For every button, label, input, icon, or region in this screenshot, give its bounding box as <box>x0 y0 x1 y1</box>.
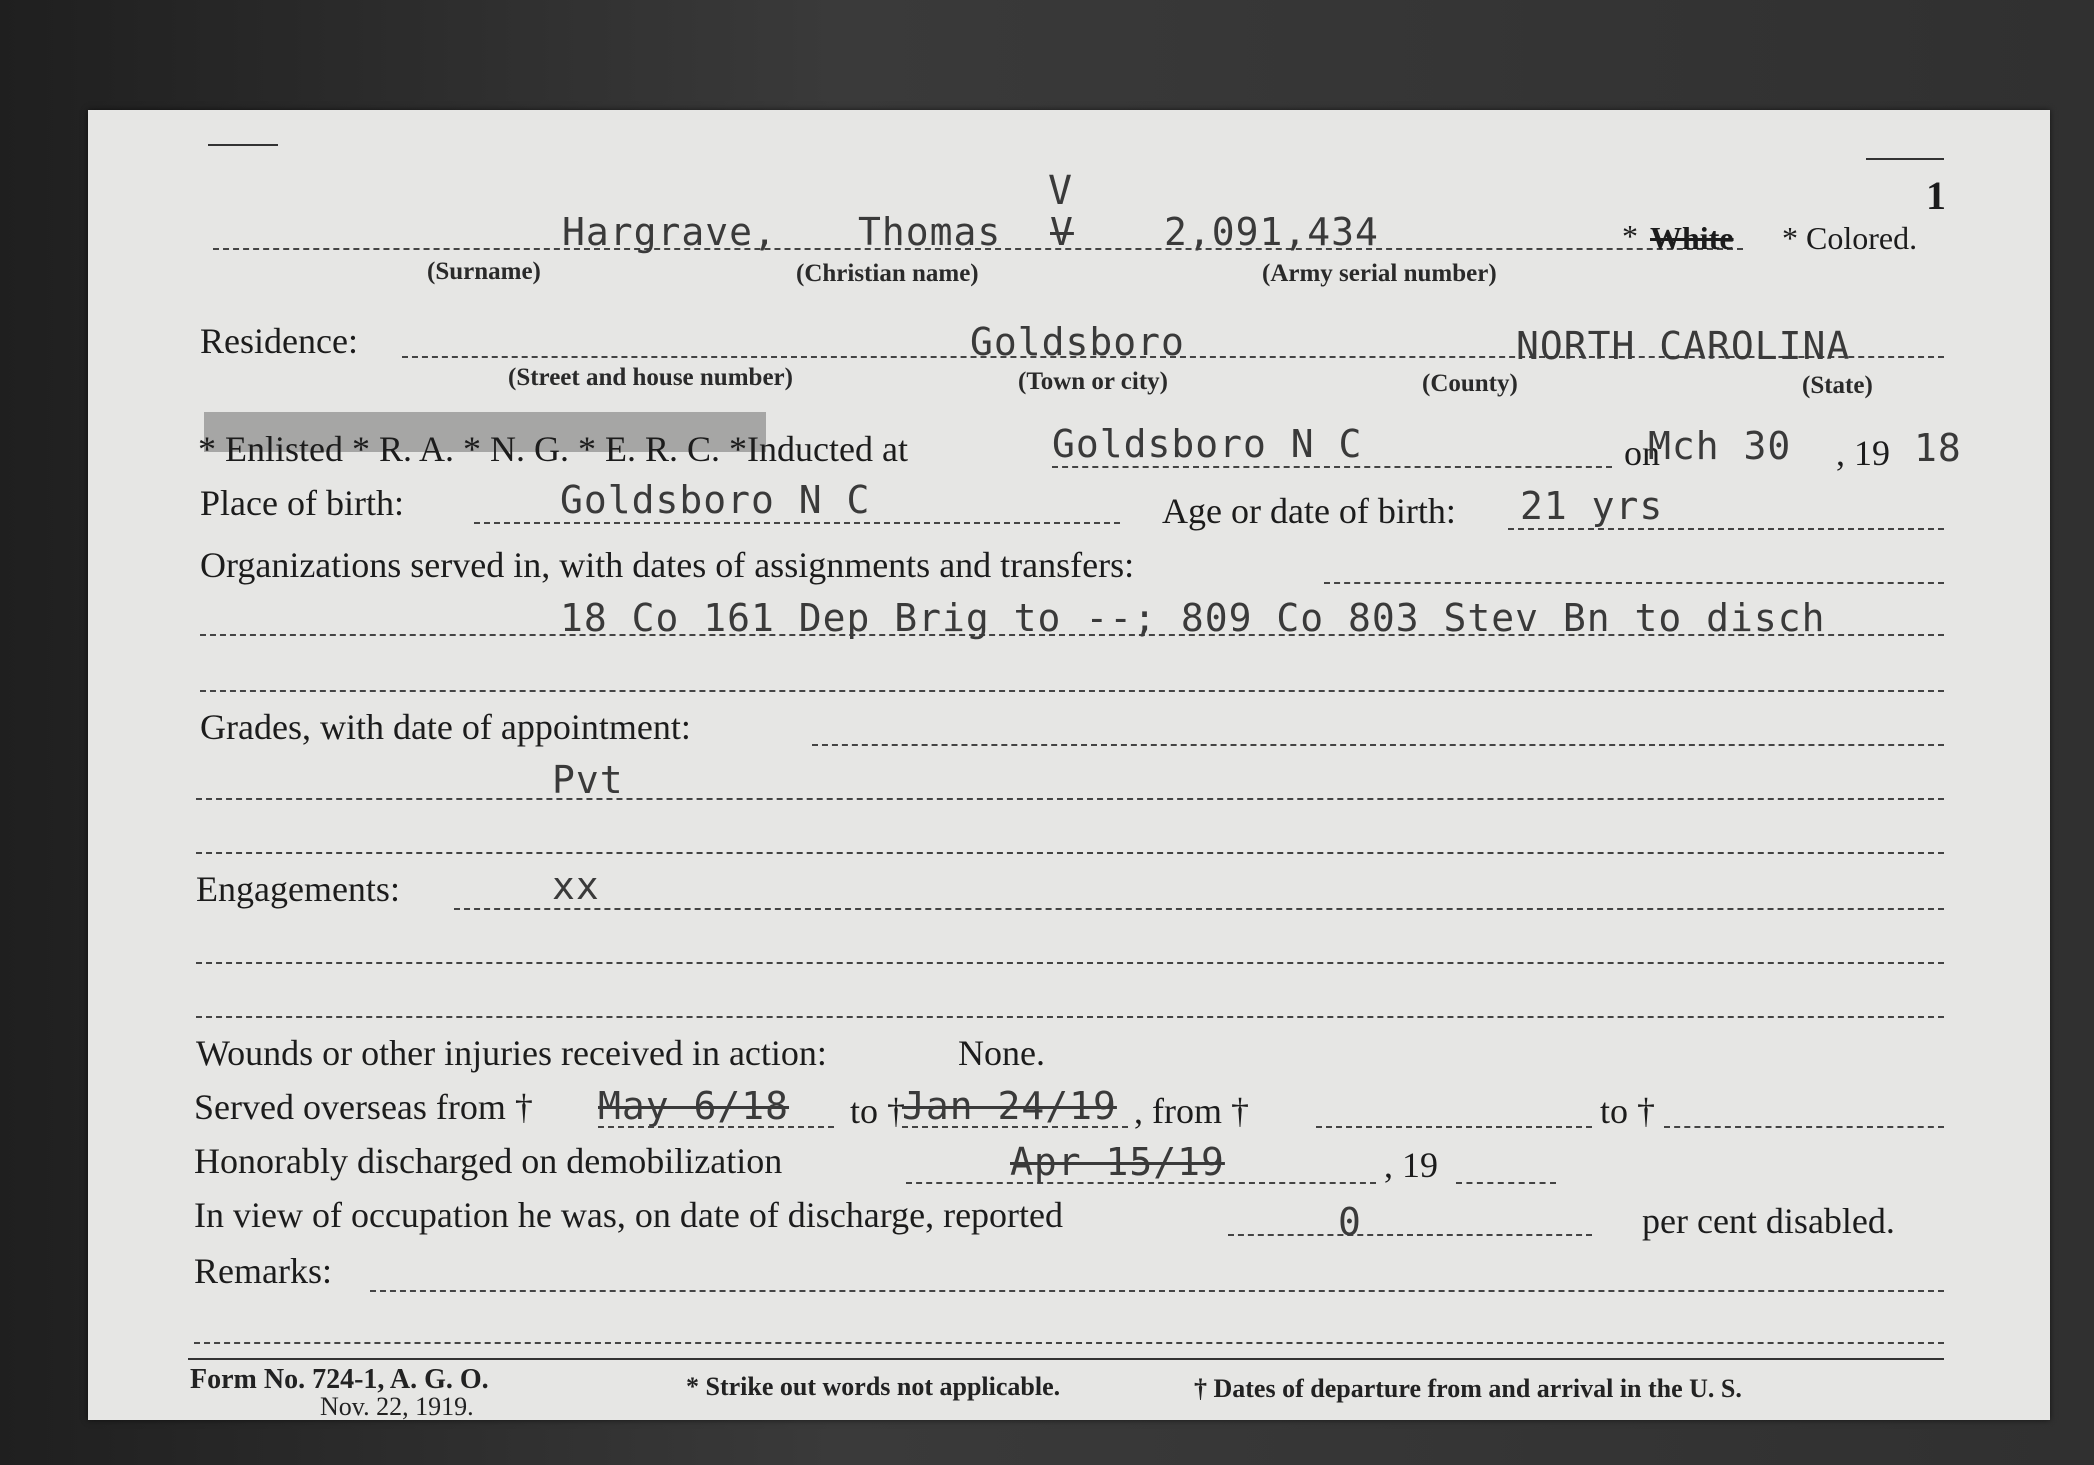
overseas-to2-line <box>1664 1126 1944 1128</box>
remarks-line-1 <box>194 1342 1944 1344</box>
discharge-label: Honorably discharged on demobilization <box>194 1141 783 1181</box>
birthplace-value: Goldsboro N C <box>560 478 871 522</box>
overseas-from2-line <box>1316 1126 1592 1128</box>
card-number: 1 <box>1926 173 1946 218</box>
organizations-label: Organizations served in, with dates of assignments and transfers: <box>200 545 1135 585</box>
grades-value: Pvt <box>552 758 624 802</box>
remarks-label: Remarks: <box>194 1251 332 1291</box>
race-white: White <box>1650 220 1734 256</box>
top-right-rule <box>1866 158 1944 160</box>
birthplace-line <box>474 522 1120 524</box>
enlistment-line-text: * Enlisted * R. A. * N. G. * E. R. C. *Inducted at <box>198 429 908 469</box>
christian-name-label: (Christian name) <box>796 260 979 287</box>
discharge-value: Apr 15/19 <box>1010 1140 1225 1184</box>
residence-town-value: Goldsboro <box>970 320 1185 364</box>
grades-line-1 <box>196 798 1944 800</box>
overseas-to-label: to † <box>850 1091 906 1131</box>
engagements-line-2 <box>196 1016 1944 1018</box>
surname-value: Hargrave, <box>562 210 777 254</box>
residence-state-value: NORTH CAROLINA <box>1516 324 1851 368</box>
overseas-from2-label: , from † <box>1134 1091 1249 1131</box>
inducted-date-value: Mch 30 <box>1648 424 1792 468</box>
disability-line <box>1228 1234 1592 1236</box>
street-label: (Street and house number) <box>508 364 793 391</box>
race-colored: * Colored. <box>1782 220 1918 256</box>
form-date: Nov. 22, 1919. <box>320 1392 474 1421</box>
dates-note: † Dates of departure from and arrival in the U. S. <box>1194 1374 1742 1403</box>
engagements-value: xx <box>552 864 600 908</box>
wounds-label: Wounds or other injuries received in action: <box>196 1033 827 1073</box>
disability-value: 0 <box>1338 1200 1362 1244</box>
grades-line-2 <box>196 852 1944 854</box>
age-label: Age or date of birth: <box>1162 491 1456 531</box>
overseas-from-value: May 6/18 <box>598 1084 790 1128</box>
christian-name-value: Thomas <box>858 210 1002 254</box>
remarks-line-0 <box>370 1290 1944 1292</box>
organizations-value: 18 Co 161 Dep Brig to --; 809 Co 803 Stev Bn to disch <box>560 596 1826 640</box>
top-left-rule <box>208 144 278 146</box>
grades-line-0 <box>812 744 1944 746</box>
strike-note: * Strike out words not applicable. <box>686 1372 1061 1401</box>
serial-number-value: 2,091,434 <box>1164 210 1379 254</box>
overseas-from-line <box>598 1126 834 1128</box>
inducted-place-value: Goldsboro N C <box>1052 422 1363 466</box>
organizations-line-2 <box>200 690 1944 692</box>
disability-label: In view of occupation he was, on date of discharge, reported <box>194 1195 1064 1235</box>
service-card <box>88 110 2050 1420</box>
year-prefix: , 19 <box>1836 433 1890 473</box>
middle-initial-value: V <box>1050 210 1074 254</box>
age-line <box>1508 528 1944 530</box>
star-white: * <box>1622 218 1638 254</box>
birthplace-label: Place of birth: <box>200 483 404 523</box>
overseas-label: Served overseas from † <box>194 1087 533 1127</box>
overseas-to-value: Jan 24/19 <box>902 1084 1117 1128</box>
engagements-label: Engagements: <box>196 869 400 909</box>
inducted-line <box>1052 466 1612 468</box>
town-label: (Town or city) <box>1018 368 1168 395</box>
county-label: (County) <box>1422 370 1518 397</box>
wounds-value: None. <box>958 1033 1045 1073</box>
age-value: 21 yrs <box>1520 484 1664 528</box>
year-suffix-value: 18 <box>1914 426 1962 470</box>
overseas-to-line <box>902 1126 1128 1128</box>
disability-suffix: per cent disabled. <box>1642 1201 1895 1241</box>
grades-label: Grades, with date of appointment: <box>200 707 691 747</box>
engagements-line-1 <box>196 962 1944 964</box>
surname-label: (Surname) <box>427 258 541 285</box>
state-label: (State) <box>1802 372 1873 399</box>
checkmark: V <box>1048 168 1074 214</box>
form-number: Form No. 724-1, A. G. O. <box>190 1364 489 1395</box>
residence-label: Residence: <box>200 321 358 361</box>
serial-number-label: (Army serial number) <box>1262 260 1497 287</box>
footer-rule <box>188 1358 1944 1360</box>
engagements-line-0 <box>454 908 1944 910</box>
overseas-to2-label: to † <box>1600 1091 1656 1131</box>
discharge-year-label: , 19 <box>1384 1145 1438 1185</box>
organizations-line-0 <box>1324 582 1944 584</box>
discharge-year-line <box>1456 1182 1556 1184</box>
on-label: on <box>1624 433 1660 473</box>
